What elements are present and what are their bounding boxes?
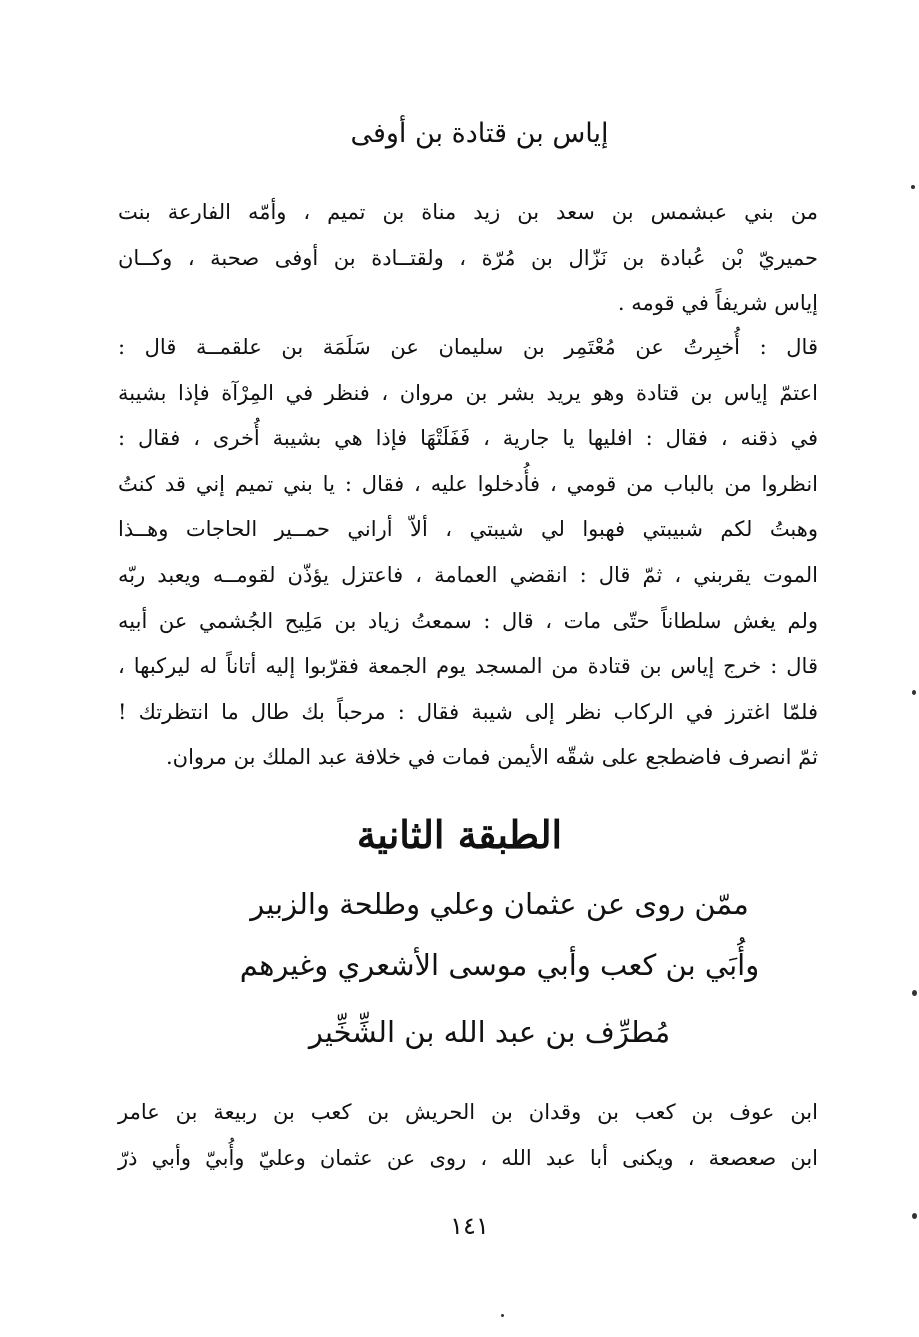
text-line: انظروا من بالباب من قومي ، فأُدخلوا عليه ، فقال : يا بني تميم إني قد كنتُ	[118, 471, 818, 496]
text-line: ابن صعصعة ، ويكنى أبا عبد الله ، روى عن عثمان وعليّ وأُبيّ وأبي ذرّ	[118, 1145, 818, 1170]
text-line: الموت يقربني ، ثمّ قال : انقضي العمامة ، فاعتزل يؤذّن لقومــه ويعبد ربّه	[118, 562, 818, 587]
text-line: في ذقنه ، فقال : افليها يا جارية ، فَفَلَتْهَا فإذا هي بشيبة أُخرى ، فقال :	[118, 426, 818, 451]
section-subtitle-1: ممّن روى عن عثمان وعلي وطلحة والزبير	[250, 887, 749, 921]
biography-paragraph-2	[118, 325, 818, 781]
text-line: قال : خرج إياس بن قتادة من المسجد يوم الجمعة فقرّبوا إليه أتاناً له ليركبها ،	[118, 654, 818, 679]
text-line: فلمّا اغترز في الركاب نظر إلى شيبة فقال : مرحباً بك طال ما انتظرتك !	[118, 699, 818, 724]
text-line: وهبتُ لكم شبيبتي فهبوا لي شيبتي ، ألاّ أراني حمــير الحاجات وهــذا	[118, 517, 818, 542]
scan-speck	[501, 1314, 504, 1317]
biography-paragraph-1	[118, 190, 818, 327]
section-subtitle-2: وأُبَي بن كعب وأبي موسى الأشعري وغيرهم	[239, 948, 760, 982]
scan-speck	[911, 185, 915, 189]
scan-speck	[912, 990, 917, 996]
text-line: من بني عبشمس بن سعد بن زيد مناة بن تميم ، وأمّه الفارعة بنت	[118, 200, 818, 224]
text-line: ابن عوف بن كعب بن وقدان بن الحريش بن كعب بن ربيعة بن عامر	[118, 1100, 818, 1124]
text-line: قال : أُخبِرتُ عن مُعْتَمِر بن سليمان عن سَلَمَة بن علقمــة قال :	[118, 335, 818, 359]
entry-paragraph	[118, 1090, 818, 1181]
text-line: ولم يغش سلطاناً حتّى مات ، قال : سمعتُ زياد بن مَلِيح الجُشمي عن أبيه	[118, 608, 818, 633]
scan-speck	[912, 1213, 917, 1219]
text-line: اعتمّ إياس بن قتادة وهو يريد بشر بن مروان ، فنظر في المِرْآة فإذا بشيبة	[118, 380, 818, 405]
scan-speck	[912, 690, 916, 695]
page-number: ١٤١	[450, 1212, 489, 1240]
text-line: حميريّ بْن عُبادة بن نَزّال بن مُرّة ، ولقتــادة بن أوفى صحبة ، وكــان	[118, 245, 818, 270]
entry-title: مُطرِّف بن عبد الله بن الشِّخِّير	[308, 1015, 671, 1049]
text-line: إياس شريفاً في قومه .	[617, 291, 818, 316]
biography-title: إياس بن قتادة بن أوفى	[350, 118, 609, 149]
text-line: ثمّ انصرف فاضطجع على شقّه الأيمن فمات في خلافة عبد الملك بن مروان.	[166, 745, 818, 770]
section-title: الطبقة الثانية	[356, 812, 563, 857]
